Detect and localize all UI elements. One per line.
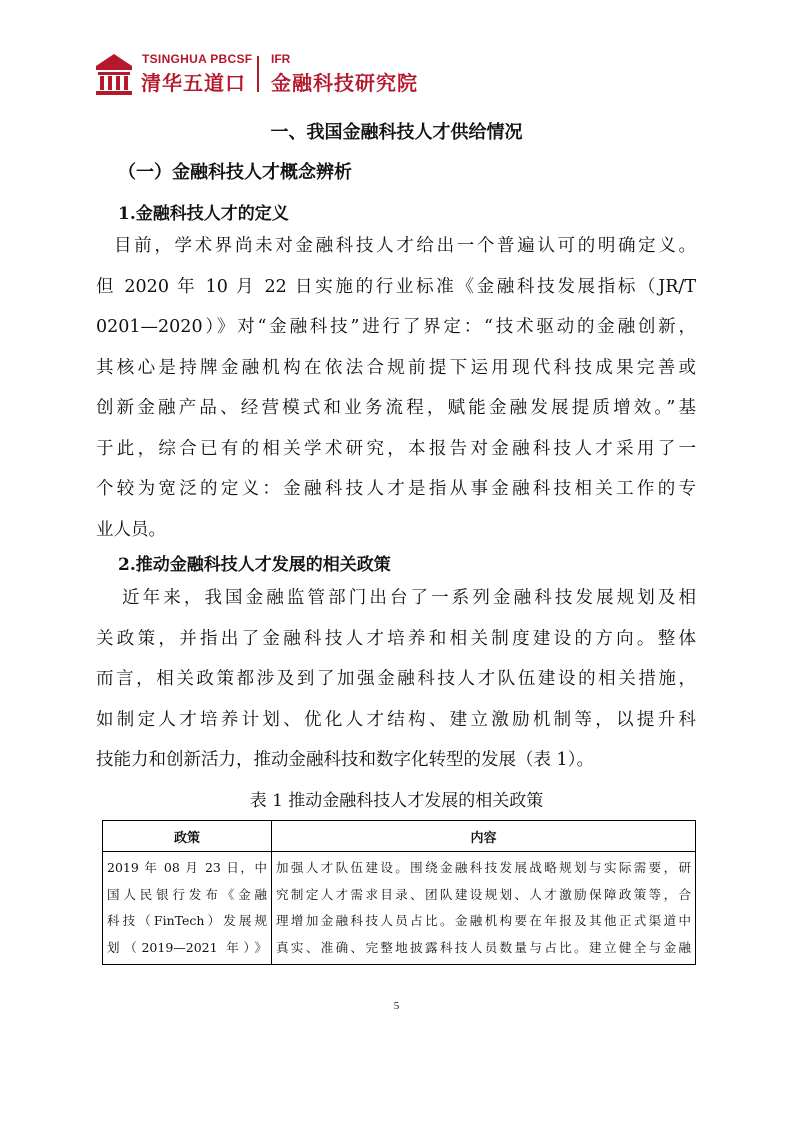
text-line: 但 2020 年 10 月 22 日实施的行业标准《金融科技发展指标（JR/T: [96, 276, 696, 297]
table-header-row: [103, 821, 696, 852]
institute-english-name: IFR: [271, 52, 291, 66]
cell-line: 加强人才队伍建设。围绕金融科技发展战略规划与实际需要，研: [276, 860, 691, 875]
tsinghua-pbcsf-logo-icon: [94, 52, 134, 96]
institute-chinese-name: 金融科技研究院: [271, 71, 418, 95]
text-line: 近年来，我国金融监管部门出台了一系列金融科技发展规划及相: [122, 588, 696, 608]
cell-line: 理增加金融科技人员占比。金融机构要在年报及其他正式渠道中: [276, 913, 691, 928]
heading-definition: 1.金融科技人才的定义: [118, 204, 289, 224]
text-line: 其核心是持牌金融机构在依法合规前提下运用现代科技成果完善或: [96, 357, 696, 378]
section-title: 一、我国金融科技人才供给情况: [270, 122, 523, 143]
table-caption: 表 1 推动金融科技人才发展的相关政策: [249, 791, 544, 811]
heading-policies: 2.推动金融科技人才发展的相关政策: [118, 555, 391, 575]
text-line: 而言，相关政策都涉及到了加强金融科技人才队伍建设的相关措施，: [96, 669, 696, 689]
table-row: [103, 852, 696, 965]
column-header-content: 内容: [272, 821, 696, 852]
logo-divider: [257, 56, 259, 92]
text-line: 如制定人才培养计划、优化人才结构、建立激励机制等，以提升科: [96, 709, 696, 730]
document-header: [94, 50, 514, 102]
paragraph-policies: [96, 578, 696, 781]
text-line: 目前，学术界尚未对金融科技人才给出一个普遍认可的明确定义。: [114, 236, 696, 256]
text-line: 业人员。: [96, 519, 166, 540]
cell-line: 科技（FinTech）发展规: [107, 913, 267, 928]
text-line: 关政策，并指出了金融科技人才培养和相关制度建设的方向。整体: [96, 628, 696, 649]
logo-english-name: TSINGHUA PBCSF: [142, 52, 253, 66]
page-number: 5: [393, 1000, 400, 1012]
cell-line: 2019 年 08 月 23 日，中: [107, 860, 267, 875]
subsection-title: （一）金融科技人才概念辨析: [118, 162, 352, 183]
cell-line: 真实、准确、完整地披露科技人员数量与占比。建立健全与金融: [276, 939, 691, 955]
column-header-policy: 政策: [103, 821, 272, 852]
text-line: 个较为宽泛的定义：金融科技人才是指从事金融科技相关工作的专: [96, 479, 696, 499]
text-line: 技能力和创新活力，推动金融科技和数字化转型的发展（表 1）。: [96, 750, 594, 770]
text-line: 创新金融产品、经营模式和业务流程，赋能金融发展提质增效。”基: [96, 398, 696, 418]
cell-line: 究制定人才需求目录、团队建设规划、人才激励保障政策等，合: [276, 886, 691, 902]
text-line: 0201—2020）》对“金融科技”进行了界定：“技术驱动的金融创新，: [96, 317, 696, 337]
logo-chinese-name: 清华五道口: [141, 71, 246, 95]
cell-line: 国人民银行发布《金融: [107, 886, 267, 902]
text-line: 于此，综合已有的相关学术研究，本报告对金融科技人才采用了一: [96, 438, 696, 459]
policy-table: [102, 820, 696, 965]
cell-line: 划（2019—2021 年）》: [107, 939, 267, 955]
policy-cell: [103, 852, 272, 965]
paragraph-definition: [96, 226, 696, 550]
content-cell: [272, 852, 696, 965]
